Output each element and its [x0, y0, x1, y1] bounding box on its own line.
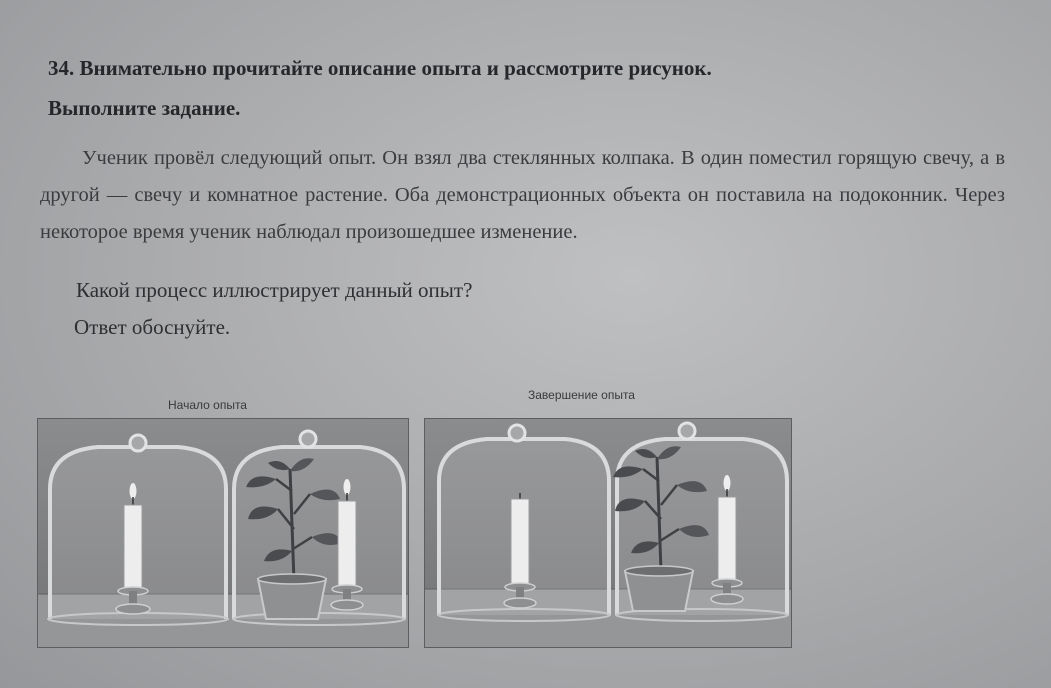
experiment-start-illustration	[37, 418, 409, 648]
figure-right-title: Завершение опыта	[528, 388, 635, 402]
task-heading-line-1: 34. Внимательно прочитайте описание опыта и рассмотрите рисунок.	[48, 56, 712, 80]
task-question	[76, 272, 472, 346]
experiment-description-text: Ученик провёл следующий опыт. Он взял два стеклянных колпака. В один поместил горящую свечу, а в другой — свечу и комнатное растение. Оба демонстрационных объекта он поставила на подоконник. Через некоторое время ученик наблюдал произошедшее изменение.	[40, 147, 1005, 243]
question-line-2: Ответ обоснуйте.	[74, 315, 231, 339]
experiment-end-illustration	[424, 418, 792, 648]
question-line-1: Какой процесс иллюстрирует данный опыт?	[76, 278, 473, 302]
figure-left-title: Начало опыта	[168, 398, 247, 412]
experiment-description	[40, 140, 1005, 251]
task-heading	[48, 48, 1038, 128]
task-heading-line-2: Выполните задание.	[48, 96, 241, 120]
